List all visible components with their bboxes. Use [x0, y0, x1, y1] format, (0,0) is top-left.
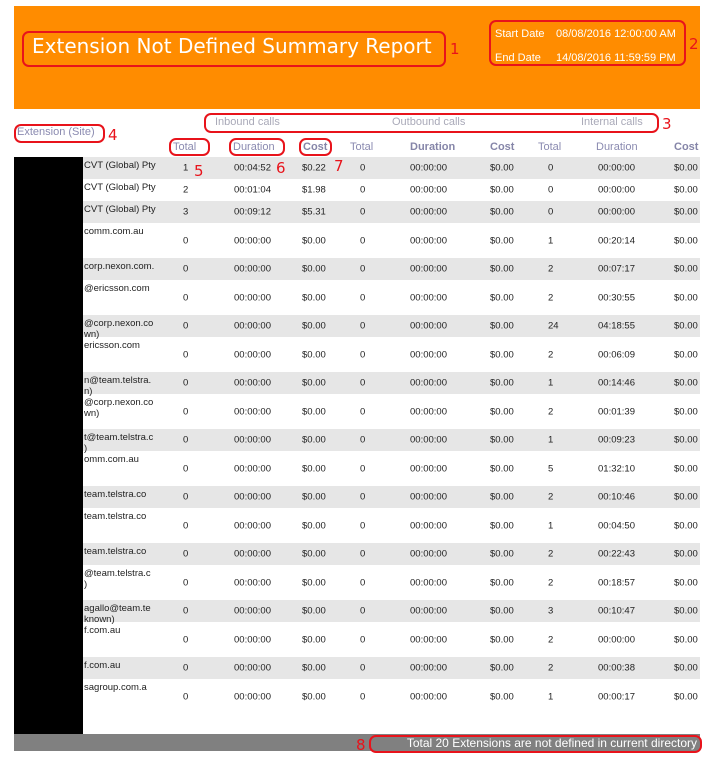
- out-cost-cell: $0.00: [490, 206, 514, 218]
- extension-cell: [84, 622, 166, 636]
- int-total-cell: 0: [548, 162, 554, 174]
- in-dur-cell: 00:01:04: [234, 184, 271, 196]
- annotation-number-4: 4: [108, 126, 118, 144]
- end-date-label: End Date: [495, 52, 541, 64]
- out-dur-cell: 00:00:00: [410, 691, 447, 702]
- annotation-box-title: [22, 31, 446, 67]
- annotation-number-3: 3: [662, 115, 672, 133]
- annotation-number-1: 1: [450, 40, 460, 58]
- in-total-cell: 0: [183, 577, 189, 588]
- out-cost-cell: $0.00: [490, 434, 514, 446]
- out-dur-cell: 00:00:00: [410, 463, 447, 474]
- in-cost-cell: $0.00: [302, 377, 326, 389]
- extension-name: CVT (Global) Pty: [84, 182, 156, 193]
- in-cost-cell: $0.00: [302, 691, 326, 702]
- table-row: [14, 201, 700, 223]
- int-cost-cell: $0.00: [674, 634, 698, 645]
- int-total-cell: 1: [548, 434, 554, 446]
- in-cost-cell: $0.00: [302, 292, 326, 303]
- int-dur-cell: 00:06:09: [598, 349, 635, 360]
- out-dur-cell: 00:00:00: [410, 434, 447, 446]
- out-total-cell: 0: [360, 349, 366, 360]
- out-dur-cell: 00:00:00: [410, 184, 447, 196]
- int-total-cell: 1: [548, 520, 554, 531]
- out-dur-cell: 00:00:00: [410, 491, 447, 503]
- int-cost-cell: $0.00: [674, 691, 698, 702]
- table-row: [14, 657, 700, 679]
- table-row: [14, 372, 700, 397]
- internal-calls-header: Internal calls: [581, 116, 643, 128]
- in-cost-cell: $0.00: [302, 605, 326, 617]
- out-total-cell: 0: [360, 577, 366, 588]
- extension-name: sagroup.com.a: [84, 682, 147, 693]
- annotation-number-2: 2: [689, 35, 699, 53]
- int-cost-cell: $0.00: [674, 162, 698, 174]
- table-row: [14, 565, 700, 600]
- out-total-cell: 0: [360, 162, 366, 174]
- out-cost-cell: $0.00: [490, 263, 514, 275]
- out-dur-cell: 00:00:00: [410, 263, 447, 275]
- in-dur-cell: 00:00:00: [234, 491, 271, 503]
- in-cost-cell: $0.00: [302, 491, 326, 503]
- outbound-duration-header[interactable]: Duration: [410, 141, 456, 153]
- int-total-cell: 1: [548, 235, 554, 246]
- in-dur-cell: 00:00:00: [234, 548, 271, 560]
- int-cost-cell: $0.00: [674, 662, 698, 674]
- int-dur-cell: 00:14:46: [598, 377, 635, 389]
- extension-name: omm.com.au: [84, 454, 139, 465]
- int-total-cell: 3: [548, 605, 554, 617]
- in-total-cell: 0: [183, 320, 189, 332]
- extension-cell: [84, 543, 166, 557]
- in-total-cell: 0: [183, 463, 189, 474]
- annotation-box-cost: [299, 138, 332, 156]
- int-total-cell: 2: [548, 548, 554, 560]
- out-dur-cell: 00:00:00: [410, 662, 447, 674]
- annotation-box-dates: [489, 20, 686, 66]
- table-row: [14, 622, 700, 657]
- in-cost-cell: $0.22: [302, 162, 326, 174]
- in-cost-cell: $5.31: [302, 206, 326, 218]
- extension-name: comm.com.au: [84, 226, 144, 237]
- out-dur-cell: 00:00:00: [410, 634, 447, 645]
- extension-cell: [84, 679, 166, 693]
- in-cost-cell: $0.00: [302, 320, 326, 332]
- in-total-cell: 0: [183, 406, 189, 417]
- in-total-cell: 0: [183, 605, 189, 617]
- int-total-cell: 2: [548, 406, 554, 417]
- in-dur-cell: 00:04:52: [234, 162, 271, 174]
- int-cost-cell: $0.00: [674, 292, 698, 303]
- int-cost-cell: $0.00: [674, 463, 698, 474]
- int-cost-cell: $0.00: [674, 320, 698, 332]
- out-cost-cell: $0.00: [490, 691, 514, 702]
- int-dur-cell: 00:18:57: [598, 577, 635, 588]
- in-cost-cell: $0.00: [302, 406, 326, 417]
- extension-cell: [84, 486, 166, 500]
- int-dur-cell: 00:20:14: [598, 235, 635, 246]
- in-total-cell: 0: [183, 662, 189, 674]
- out-total-cell: 0: [360, 235, 366, 246]
- in-dur-cell: 00:00:00: [234, 662, 271, 674]
- extension-cell: [84, 157, 166, 171]
- extension-cell: [84, 657, 166, 671]
- redaction-block: [14, 157, 83, 734]
- int-dur-cell: 00:22:43: [598, 548, 635, 560]
- in-total-cell: 0: [183, 548, 189, 560]
- extension-cell: [84, 258, 166, 272]
- in-cost-cell: $0.00: [302, 634, 326, 645]
- in-dur-cell: 00:00:00: [234, 463, 271, 474]
- in-total-cell: 0: [183, 520, 189, 531]
- in-dur-cell: 00:00:00: [234, 520, 271, 531]
- table-row: [14, 429, 700, 454]
- out-dur-cell: 00:00:00: [410, 206, 447, 218]
- in-cost-cell: $0.00: [302, 577, 326, 588]
- in-dur-cell: 00:00:00: [234, 605, 271, 617]
- out-cost-cell: $0.00: [490, 577, 514, 588]
- out-total-cell: 0: [360, 434, 366, 446]
- out-total-cell: 0: [360, 263, 366, 275]
- out-total-cell: 0: [360, 491, 366, 503]
- internal-cost-header[interactable]: Cost: [674, 141, 699, 153]
- annotation-number-8: 8: [356, 736, 366, 754]
- int-dur-cell: 00:00:00: [598, 634, 635, 645]
- inbound-duration-header[interactable]: Duration: [233, 141, 275, 153]
- in-cost-cell: $0.00: [302, 520, 326, 531]
- out-total-cell: 0: [360, 377, 366, 389]
- out-cost-cell: $0.00: [490, 406, 514, 417]
- extension-cell: [84, 201, 166, 215]
- out-cost-cell: $0.00: [490, 634, 514, 645]
- out-cost-cell: $0.00: [490, 491, 514, 503]
- table-row: [14, 451, 700, 486]
- extension-site: ): [84, 579, 88, 590]
- int-cost-cell: $0.00: [674, 605, 698, 617]
- annotation-number-7: 7: [334, 157, 344, 175]
- extension-cell: [84, 451, 166, 465]
- outbound-cost-header[interactable]: Cost: [490, 141, 515, 153]
- int-total-cell: 5: [548, 463, 554, 474]
- in-dur-cell: 00:09:12: [234, 206, 271, 218]
- int-cost-cell: $0.00: [674, 377, 698, 389]
- int-total-cell: 2: [548, 662, 554, 674]
- extension-site: n): [84, 386, 93, 397]
- int-dur-cell: 00:10:46: [598, 491, 635, 503]
- in-cost-cell: $0.00: [302, 263, 326, 275]
- int-dur-cell: 00:07:17: [598, 263, 635, 275]
- out-cost-cell: $0.00: [490, 463, 514, 474]
- in-dur-cell: 00:00:00: [234, 320, 271, 332]
- out-dur-cell: 00:00:00: [410, 235, 447, 246]
- annotation-box-extension: [14, 124, 105, 143]
- table-row: [14, 600, 700, 625]
- out-dur-cell: 00:00:00: [410, 605, 447, 617]
- in-total-cell: 0: [183, 235, 189, 246]
- internal-total-header[interactable]: Total: [538, 141, 562, 153]
- table-row: [14, 258, 700, 280]
- extension-cell: [84, 179, 166, 193]
- in-cost-cell: $1.98: [302, 184, 326, 196]
- out-dur-cell: 00:00:00: [410, 320, 447, 332]
- int-dur-cell: 00:00:00: [598, 206, 635, 218]
- int-dur-cell: 00:04:50: [598, 520, 635, 531]
- in-dur-cell: 00:00:00: [234, 691, 271, 702]
- in-total-cell: 0: [183, 434, 189, 446]
- in-total-cell: 0: [183, 634, 189, 645]
- out-total-cell: 0: [360, 662, 366, 674]
- extension-cell: [84, 337, 166, 351]
- int-cost-cell: $0.00: [674, 577, 698, 588]
- extension-name: agallo@team.te: [84, 603, 151, 614]
- table-row: [14, 337, 700, 372]
- out-dur-cell: 00:00:00: [410, 577, 447, 588]
- extension-name: ericsson.com: [84, 340, 140, 351]
- inbound-calls-header: Inbound calls: [215, 116, 280, 128]
- outbound-calls-header: Outbound calls: [392, 116, 466, 128]
- extension-site: ): [84, 443, 88, 454]
- out-total-cell: 0: [360, 184, 366, 196]
- in-total-cell: 1: [183, 162, 189, 174]
- in-total-cell: 0: [183, 263, 189, 275]
- int-total-cell: 0: [548, 184, 554, 196]
- in-dur-cell: 00:00:00: [234, 406, 271, 417]
- int-total-cell: 2: [548, 349, 554, 360]
- end-date-value: 14/08/2016 11:59:59 PM: [556, 52, 676, 64]
- out-cost-cell: $0.00: [490, 520, 514, 531]
- in-dur-cell: 00:00:00: [234, 577, 271, 588]
- in-dur-cell: 00:00:00: [234, 634, 271, 645]
- extension-name: f.com.au: [84, 660, 121, 671]
- in-dur-cell: 00:00:00: [234, 235, 271, 246]
- in-dur-cell: 00:00:00: [234, 263, 271, 275]
- out-total-cell: 0: [360, 548, 366, 560]
- out-total-cell: 0: [360, 691, 366, 702]
- extension-name: CVT (Global) Pty: [84, 160, 156, 171]
- extension-name: @ericsson.com: [84, 283, 150, 294]
- extension-name: team.telstra.co: [84, 546, 147, 557]
- int-dur-cell: 00:10:47: [598, 605, 635, 617]
- extension-name: f.com.au: [84, 625, 121, 636]
- int-total-cell: 1: [548, 691, 554, 702]
- int-cost-cell: $0.00: [674, 184, 698, 196]
- int-dur-cell: 00:30:55: [598, 292, 635, 303]
- out-cost-cell: $0.00: [490, 184, 514, 196]
- in-cost-cell: $0.00: [302, 434, 326, 446]
- inbound-total-header[interactable]: Total: [173, 141, 197, 153]
- out-total-cell: 0: [360, 463, 366, 474]
- extension-name: team.telstra.co: [84, 511, 147, 522]
- out-cost-cell: $0.00: [490, 548, 514, 560]
- table-row: [14, 179, 700, 201]
- table-row: [14, 315, 700, 340]
- annotation-box-total: [169, 138, 210, 156]
- extension-cell: [84, 565, 166, 590]
- table-row: [14, 543, 700, 565]
- out-cost-cell: $0.00: [490, 235, 514, 246]
- int-cost-cell: $0.00: [674, 235, 698, 246]
- int-total-cell: 2: [548, 292, 554, 303]
- int-total-cell: 0: [548, 206, 554, 218]
- out-dur-cell: 00:00:00: [410, 377, 447, 389]
- int-dur-cell: 04:18:55: [598, 320, 635, 332]
- start-date-value: 08/08/2016 12:00:00 AM: [556, 28, 676, 40]
- extension-name: @corp.nexon.co: [84, 397, 154, 408]
- annotation-box-groups: [204, 113, 659, 133]
- internal-duration-header[interactable]: Duration: [596, 141, 638, 153]
- annotation-box-duration: [229, 138, 285, 156]
- int-dur-cell: 00:09:23: [598, 434, 635, 446]
- int-cost-cell: $0.00: [674, 349, 698, 360]
- out-total-cell: 0: [360, 634, 366, 645]
- extension-cell: [84, 508, 166, 522]
- int-dur-cell: 00:00:00: [598, 162, 635, 174]
- in-total-cell: 0: [183, 691, 189, 702]
- outbound-total-header[interactable]: Total: [350, 141, 374, 153]
- out-cost-cell: $0.00: [490, 349, 514, 360]
- out-cost-cell: $0.00: [490, 292, 514, 303]
- in-total-cell: 3: [183, 206, 189, 218]
- int-cost-cell: $0.00: [674, 206, 698, 218]
- int-cost-cell: $0.00: [674, 406, 698, 417]
- out-dur-cell: 00:00:00: [410, 349, 447, 360]
- table-row: [14, 280, 700, 315]
- extension-cell: [84, 394, 166, 419]
- int-cost-cell: $0.00: [674, 491, 698, 503]
- in-total-cell: 2: [183, 184, 189, 196]
- out-total-cell: 0: [360, 206, 366, 218]
- in-cost-cell: $0.00: [302, 662, 326, 674]
- out-dur-cell: 00:00:00: [410, 406, 447, 417]
- int-total-cell: 24: [548, 320, 559, 332]
- extension-site: wn): [84, 408, 100, 419]
- int-cost-cell: $0.00: [674, 263, 698, 275]
- extension-name: t@team.telstra.c: [84, 432, 154, 443]
- in-total-cell: 0: [183, 491, 189, 503]
- table-row: [14, 157, 700, 179]
- int-total-cell: 2: [548, 263, 554, 275]
- int-dur-cell: 00:00:17: [598, 691, 635, 702]
- int-total-cell: 1: [548, 377, 554, 389]
- footer-summary: Total 20 Extensions are not defined in current directory: [406, 736, 697, 750]
- extension-name: corp.nexon.com.: [84, 261, 155, 272]
- in-dur-cell: 00:00:00: [234, 377, 271, 389]
- in-total-cell: 0: [183, 377, 189, 389]
- out-cost-cell: $0.00: [490, 162, 514, 174]
- extension-cell: [84, 223, 166, 237]
- table-row: [14, 223, 700, 258]
- out-cost-cell: $0.00: [490, 605, 514, 617]
- extension-name: @corp.nexon.co: [84, 318, 154, 329]
- out-dur-cell: 00:00:00: [410, 548, 447, 560]
- out-total-cell: 0: [360, 406, 366, 417]
- extension-name: CVT (Global) Pty: [84, 204, 156, 215]
- extension-site-header: Extension (Site): [17, 126, 95, 138]
- in-dur-cell: 00:00:00: [234, 434, 271, 446]
- report-table-body: [14, 157, 700, 714]
- int-cost-cell: $0.00: [674, 520, 698, 531]
- int-dur-cell: 00:01:39: [598, 406, 635, 417]
- int-dur-cell: 01:32:10: [598, 463, 635, 474]
- extension-name: @team.telstra.c: [84, 568, 151, 579]
- int-cost-cell: $0.00: [674, 548, 698, 560]
- inbound-cost-header[interactable]: Cost: [303, 141, 328, 153]
- in-total-cell: 0: [183, 292, 189, 303]
- extension-name: team.telstra.co: [84, 489, 147, 500]
- start-date-label: Start Date: [495, 28, 545, 40]
- in-cost-cell: $0.00: [302, 235, 326, 246]
- table-row: [14, 486, 700, 508]
- int-total-cell: 2: [548, 491, 554, 503]
- annotation-number-6: 6: [276, 159, 286, 177]
- out-total-cell: 0: [360, 605, 366, 617]
- in-dur-cell: 00:00:00: [234, 292, 271, 303]
- int-cost-cell: $0.00: [674, 434, 698, 446]
- int-total-cell: 2: [548, 577, 554, 588]
- out-cost-cell: $0.00: [490, 377, 514, 389]
- out-dur-cell: 00:00:00: [410, 292, 447, 303]
- extension-name: n@team.telstra.: [84, 375, 152, 386]
- in-total-cell: 0: [183, 349, 189, 360]
- out-dur-cell: 00:00:00: [410, 162, 447, 174]
- table-row: [14, 508, 700, 543]
- out-total-cell: 0: [360, 292, 366, 303]
- extension-cell: [84, 280, 166, 294]
- report-title: Extension Not Defined Summary Report: [32, 34, 432, 58]
- table-row: [14, 679, 700, 714]
- int-dur-cell: 00:00:38: [598, 662, 635, 674]
- out-cost-cell: $0.00: [490, 320, 514, 332]
- out-dur-cell: 00:00:00: [410, 520, 447, 531]
- int-dur-cell: 00:00:00: [598, 184, 635, 196]
- out-total-cell: 0: [360, 520, 366, 531]
- extension-site: known): [84, 614, 115, 625]
- int-total-cell: 2: [548, 634, 554, 645]
- out-cost-cell: $0.00: [490, 662, 514, 674]
- table-row: [14, 394, 700, 429]
- in-cost-cell: $0.00: [302, 349, 326, 360]
- annotation-number-5: 5: [194, 162, 204, 180]
- in-cost-cell: $0.00: [302, 548, 326, 560]
- in-dur-cell: 00:00:00: [234, 349, 271, 360]
- out-total-cell: 0: [360, 320, 366, 332]
- extension-site: wn): [84, 329, 100, 340]
- annotation-box-footer: [369, 735, 702, 753]
- in-cost-cell: $0.00: [302, 463, 326, 474]
